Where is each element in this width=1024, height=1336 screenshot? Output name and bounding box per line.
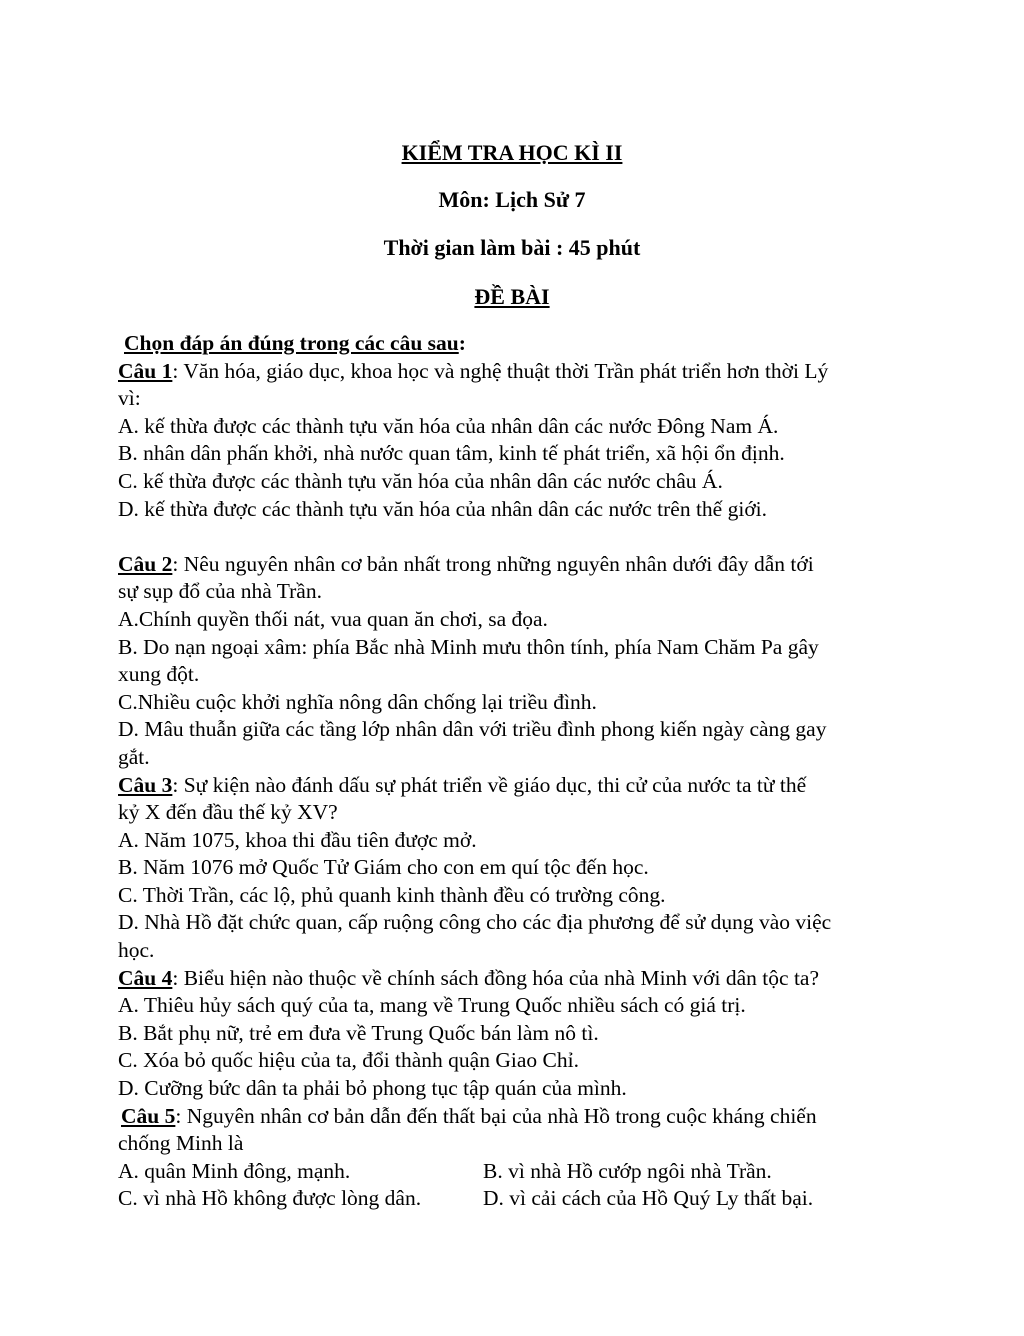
question-4-text: : Biểu hiện nào thuộc về chính sách đồng hóa của nhà Minh với dân tộc ta?: [172, 965, 819, 990]
question-5-option-d: D. vì cải cách của Hồ Quý Ly thất bại.: [483, 1186, 814, 1211]
question-2-option-d-cont: gắt.: [118, 744, 150, 769]
question-4-option-c: C. Xóa bỏ quốc hiệu của ta, đổi thành quận Giao Chỉ.: [118, 1048, 579, 1073]
question-4: [118, 965, 918, 993]
question-3-label: Câu 3: [118, 772, 173, 797]
question-4-option-a: A. Thiêu hủy sách quý của ta, mang về Trung Quốc nhiều sách có giá trị.: [118, 993, 746, 1018]
question-1-option-b: B. nhân dân phấn khởi, nhà nước quan tâm, kinh tế phát triển, xã hội ổn định.: [118, 441, 785, 466]
question-1: [118, 358, 918, 386]
question-5-text: : Nguyên nhân cơ bản dẫn đến thất bại của nhà Hồ trong cuộc kháng chiến: [175, 1103, 817, 1128]
question-3: [118, 772, 918, 800]
instruction-colon: :: [458, 331, 466, 355]
question-3-option-d: D. Nhà Hồ đặt chức quan, cấp ruộng công cho các địa phương để sử dụng vào việc: [118, 910, 832, 935]
question-5-option-a: A. quân Minh đông, mạnh.: [118, 1158, 351, 1183]
question-1-option-d: D. kế thừa được các thành tựu văn hóa của nhân dân các nước trên thế giới.: [118, 496, 768, 521]
question-3-option-d-cont: học.: [118, 938, 155, 963]
question-5: [118, 1103, 918, 1131]
question-2: [118, 551, 918, 579]
question-1-option-c: C. kế thừa được các thành tựu văn hóa của nhân dân các nước châu Á.: [118, 468, 723, 493]
exam-title: KIỂM TRA HỌC KÌ II: [401, 140, 623, 165]
question-2-option-b: B. Do nạn ngoại xâm: phía Bắc nhà Minh mưu thôn tính, phía Nam Chăm Pa gây: [118, 634, 819, 659]
question-2-option-d: D. Mâu thuẫn giữa các tầng lớp nhân dân với triều đình phong kiến ngày càng gay: [118, 717, 827, 742]
spacer: [118, 523, 918, 551]
question-5-label: Câu 5: [121, 1103, 176, 1128]
question-5-options-row-1: [118, 1158, 918, 1186]
question-5-text-cont: chống Minh là: [118, 1131, 244, 1156]
question-2-label: Câu 2: [118, 551, 173, 576]
question-2-option-b-cont: xung đột.: [118, 662, 200, 687]
question-2-option-c: C.Nhiều cuộc khởi nghĩa nông dân chống lại triều đình.: [118, 689, 597, 714]
instruction-text: Chọn đáp án đúng trong các câu sau: [124, 331, 459, 355]
question-5-option-b: B. vì nhà Hồ cướp ngôi nhà Trần.: [483, 1158, 772, 1183]
question-3-option-b: B. Năm 1076 mở Quốc Tử Giám cho con em quí tộc đến học.: [118, 855, 649, 880]
question-3-option-a: A. Năm 1075, khoa thi đầu tiên được mở.: [118, 827, 477, 852]
section-heading: ĐỀ BÀI: [474, 284, 550, 309]
question-2-text: : Nêu nguyên nhân cơ bản nhất trong những nguyên nhân dưới đây dẫn tới: [172, 551, 814, 576]
question-3-text: : Sự kiện nào đánh dấu sự phát triển về giáo dục, thi cử của nước ta từ thế: [172, 772, 807, 797]
question-5-options-row-2: [118, 1185, 918, 1213]
question-1-text: : Văn hóa, giáo dục, khoa học và nghệ thuật thời Trần phát triển hơn thời Lý: [172, 358, 829, 383]
instruction: [118, 330, 918, 358]
question-3-option-c: C. Thời Trần, các lộ, phủ quanh kinh thành đều có trường công.: [118, 882, 666, 907]
question-4-option-d: D. Cưỡng bức dân ta phải bỏ phong tục tập quán của mình.: [118, 1076, 627, 1101]
question-5-option-c: C. vì nhà Hồ không được lòng dân.: [118, 1186, 422, 1211]
question-4-label: Câu 4: [118, 965, 173, 990]
question-3-text-cont: kỷ X đến đầu thế kỷ XV?: [118, 800, 338, 825]
question-1-option-a: A. kế thừa được các thành tựu văn hóa của nhân dân các nước Đông Nam Á.: [118, 413, 779, 438]
question-1-text-cont: vì:: [118, 386, 141, 411]
question-1-label: Câu 1: [118, 358, 173, 383]
question-2-text-cont: sự sụp đổ của nhà Trần.: [118, 579, 322, 604]
question-4-option-b: B. Bắt phụ nữ, trẻ em đưa về Trung Quốc bán làm nô tì.: [118, 1020, 599, 1045]
exam-body: [118, 330, 918, 1213]
exam-subject: Môn: Lịch Sử 7: [438, 187, 586, 212]
question-2-option-a: A.Chính quyền thối nát, vua quan ăn chơi, sa đọa.: [118, 606, 548, 631]
exam-time: Thời gian làm bài : 45 phút: [383, 235, 641, 260]
